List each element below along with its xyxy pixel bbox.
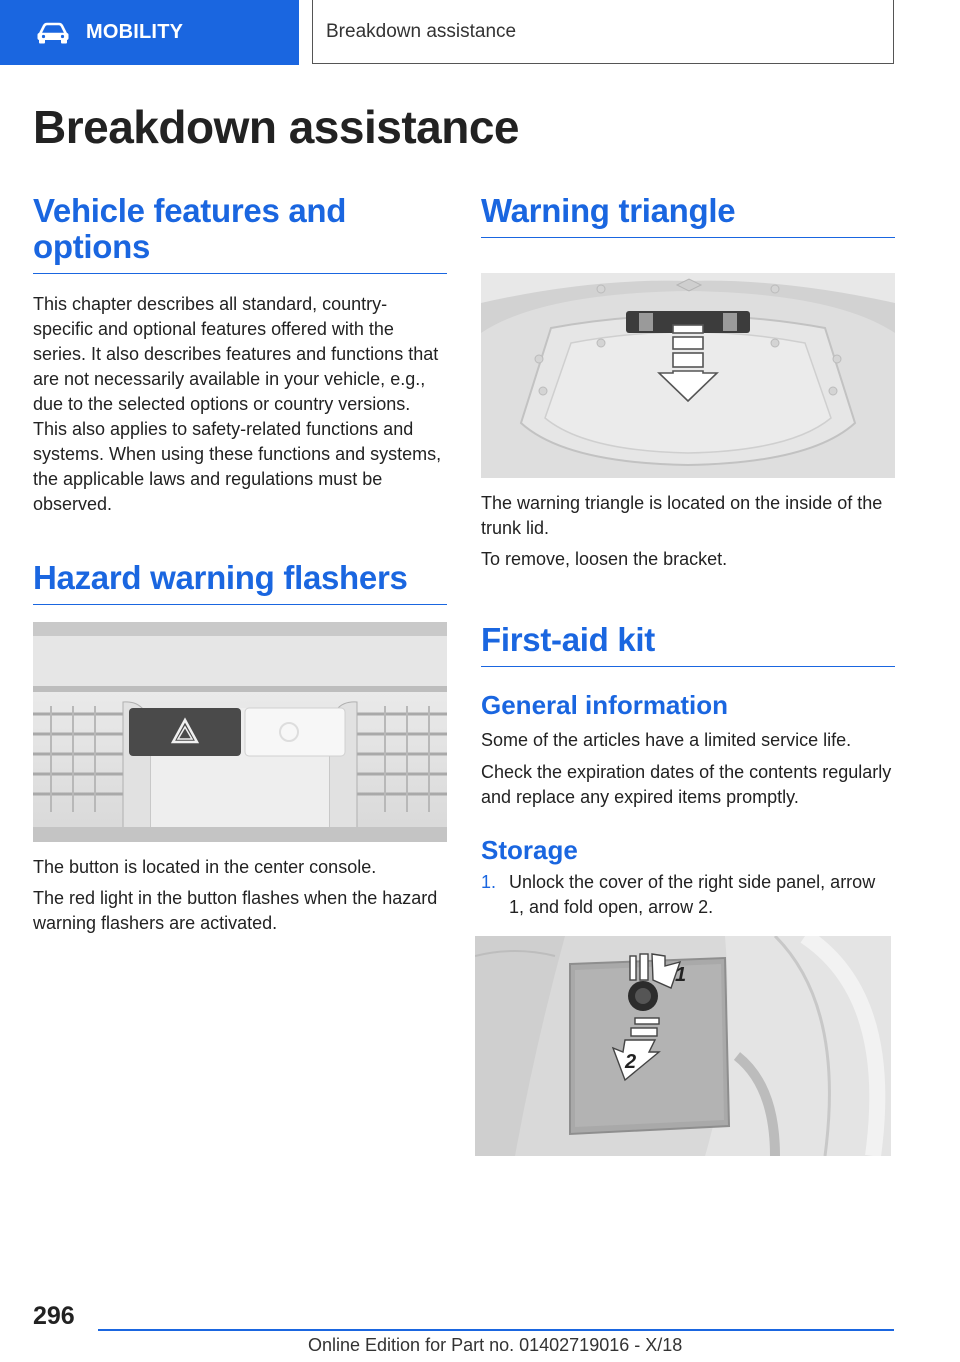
car-icon [36,22,70,44]
expiration-text: Check the expiration dates of the contents regularly and replace any expired items promptly. [481,762,892,807]
hazard-light-text: The red light in the button flashes when the hazard warning flashers are activated. [33,888,438,933]
page-number: 296 [33,1302,75,1330]
center-console-illustration [33,622,447,842]
vehicle-features-heading: Vehicle features and options [33,193,447,274]
storage-step [481,870,895,920]
page-title: Breakdown assistance [33,101,520,153]
hazard-heading: Hazard warning flashers [33,560,447,605]
breadcrumb [312,0,894,64]
warning-triangle-heading: Warning triangle [481,193,895,238]
arrow-label-2: 2 [625,1051,637,1073]
general-information-heading: General information [481,690,729,720]
breadcrumb-text: Breakdown assistance [326,20,517,42]
storage-steps [481,870,895,920]
trunk-lid-figure [481,273,895,478]
service-life-text: Some of the articles have a limited service life. [481,730,852,750]
side-panel-figure [475,936,891,1156]
step-text: Unlock the cover of the right side panel, arrow 1, and fold open, arrow 2. [509,872,876,917]
side-panel-illustration [475,936,891,1156]
first-aid-heading: First-aid kit [481,622,895,667]
hazard-button-figure [33,622,447,842]
section-label: MOBILITY [86,21,184,43]
arrow-label-1: 1 [675,964,687,986]
trunk-lid-illustration [481,273,895,478]
footer-divider [98,1329,894,1331]
section-tab [0,0,299,65]
step-number: 1. [481,872,497,892]
triangle-remove-text: To remove, loosen the bracket. [481,549,728,569]
vehicle-features-text: This chapter describes all standard, country-specific and optional features offered with the series. It also describes features and functions that are not necessarily available in your vehicle, e.g., due to the selected options or country versions. This also applies to safety-related functions and systems. When using these functions and systems, the applicable laws and regulations must be observed. [33,294,442,514]
edition-text: Online Edition for Part no. 01402719016 - X/18 [308,1335,683,1355]
storage-heading: Storage [481,835,578,865]
triangle-location-text: The warning triangle is located on the inside of the trunk lid. [481,493,883,538]
hazard-location-text: The button is located in the center console. [33,857,377,877]
